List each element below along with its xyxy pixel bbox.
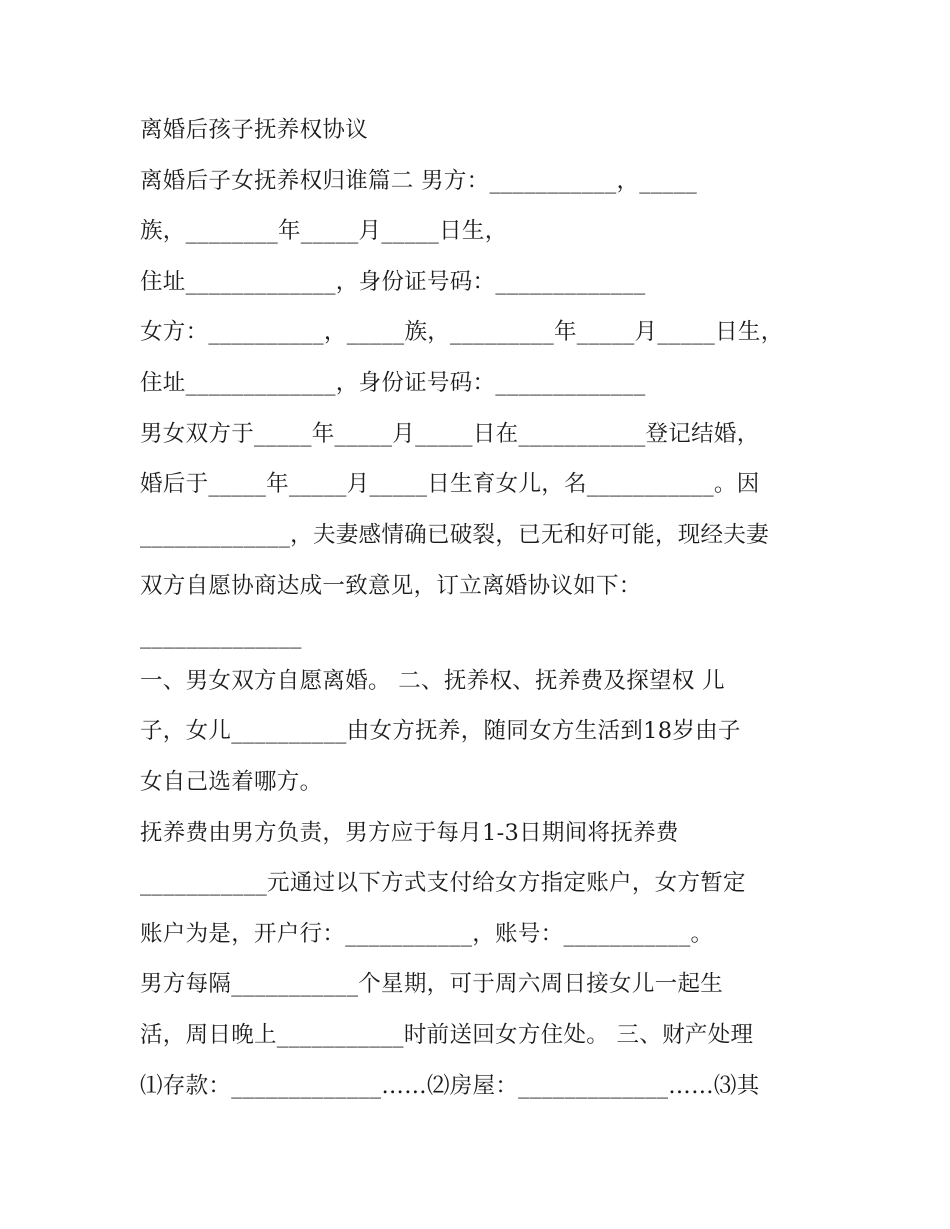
text-line: ⑴存款：_____________……⑵房屋：_____________……⑶其 <box>140 1073 760 1099</box>
text-line: 女方：__________，_____族，_________年_____月_____日生， <box>140 319 784 345</box>
text-line: 子，女儿__________由女方抚养，随同女方生活到18岁由子 <box>140 718 741 744</box>
text-line: 男方每隔___________个星期，可于周六周日接女儿一起生 <box>140 971 724 997</box>
text-line: ___________元通过以下方式支付给女方指定账户，女方暂定 <box>140 870 746 896</box>
text-line: 离婚后子女抚养权归谁篇二 男方：___________，_____ <box>140 168 698 194</box>
document-title: 离婚后孩子抚养权协议 <box>140 117 369 143</box>
text-line: 婚后于_____年_____月_____日生育女儿，名___________。因 <box>140 471 760 497</box>
text-line: 活，周日晚上___________时前送回女方住处。 三、财产处理 <box>140 1022 754 1048</box>
text-line: 族，________年_____月_____日生， <box>140 218 508 244</box>
text-line: 双方自愿协商达成一致意见，订立离婚协议如下： <box>140 573 642 599</box>
text-line: 男女双方于_____年_____月_____日在___________登记结婚， <box>140 421 760 447</box>
text-line: 抚养费由男方负责，男方应于每月1-3日期间将抚养费 <box>140 820 679 846</box>
text-line: _____________，夫妻感情确已破裂，已无和好可能，现经夫妻 <box>140 522 769 548</box>
text-line: ______________ <box>140 623 302 649</box>
text-line: 住址_____________，身份证号码：_____________ <box>140 370 646 396</box>
text-line: 账户为是，开户行：___________，账号：___________。 <box>140 921 714 947</box>
text-line: 一、男女双方自愿离婚。 二、抚养权、抚养费及探望权 儿 <box>140 668 725 694</box>
text-line: 住址_____________，身份证号码：_____________ <box>140 269 646 295</box>
text-line: 女自己选着哪方。 <box>140 769 323 795</box>
